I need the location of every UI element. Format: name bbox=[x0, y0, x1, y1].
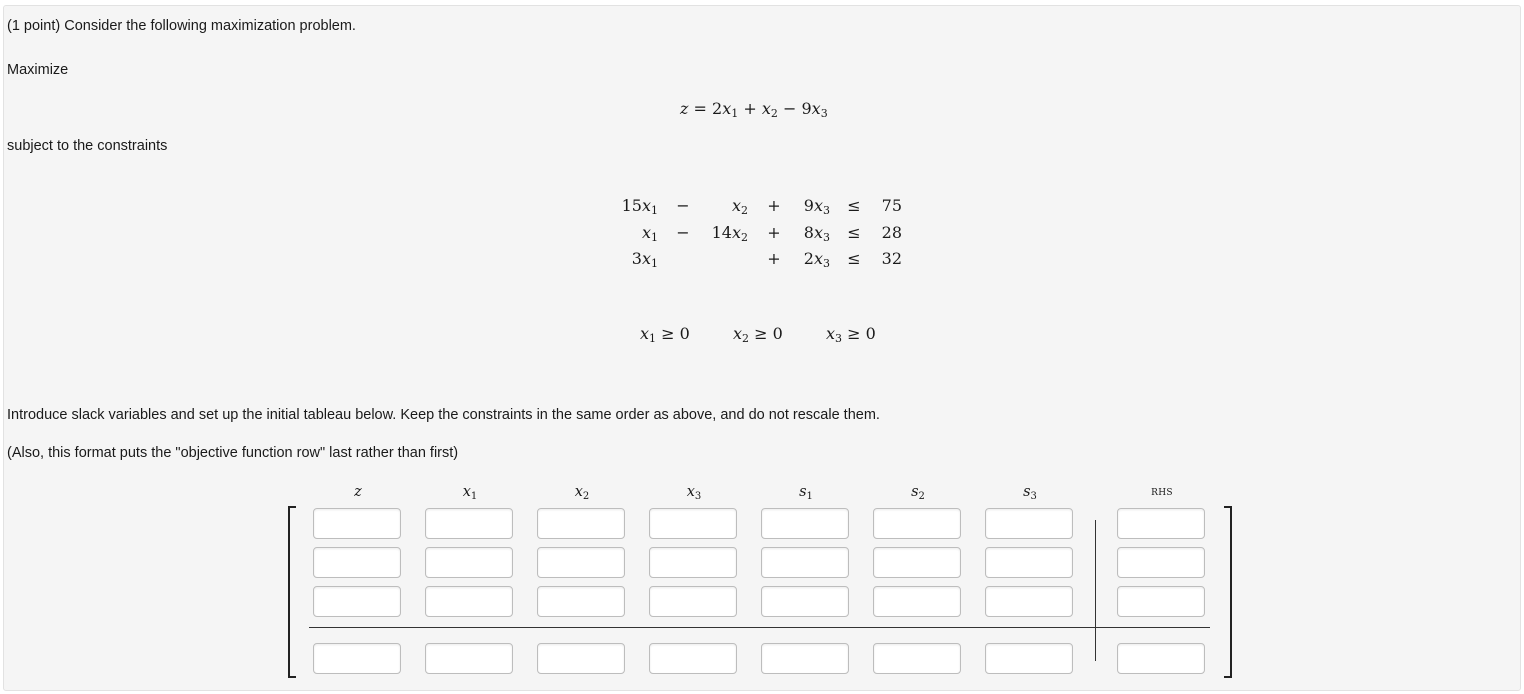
tableau-input-r4-c2[interactable] bbox=[425, 643, 513, 674]
left-bracket bbox=[288, 506, 296, 678]
tableau-input-r3-c3[interactable] bbox=[537, 586, 625, 617]
nonneg-x2: $x_2 \ge 0$ bbox=[733, 324, 783, 345]
tableau-input-r2-c8[interactable] bbox=[1117, 547, 1205, 578]
tableau-input-r3-c7[interactable] bbox=[985, 586, 1073, 617]
constraint-2-op-2: − bbox=[676, 223, 690, 242]
constraint-1-term-3: $9x_3$ bbox=[803, 196, 830, 217]
constraint-1-term-2: $x_2$ bbox=[731, 196, 748, 217]
constraint-2-op-3: + bbox=[767, 223, 781, 242]
header-s1: $s_1$ bbox=[799, 484, 813, 502]
constraint-2-relation: ≤ bbox=[847, 223, 861, 242]
tableau-input-r4-c5[interactable] bbox=[761, 643, 849, 674]
constraint-1-op-3: + bbox=[767, 196, 781, 215]
constraint-3-op-3: + bbox=[767, 249, 781, 268]
tableau-input-r3-c4[interactable] bbox=[649, 586, 737, 617]
rhs-divider bbox=[1095, 520, 1096, 661]
tableau-input-r1-c1[interactable] bbox=[313, 508, 401, 539]
header-x2: $x_2$ bbox=[574, 484, 590, 502]
constraint-1-term-1: $15x_1$ bbox=[621, 196, 658, 217]
tableau-input-r3-c1[interactable] bbox=[313, 586, 401, 617]
constraint-3-rhs: 32 bbox=[881, 249, 902, 268]
tableau-input-r4-c7[interactable] bbox=[985, 643, 1073, 674]
objective-row-divider bbox=[309, 627, 1210, 628]
tableau-input-r4-c6[interactable] bbox=[873, 643, 961, 674]
tableau-input-r2-c3[interactable] bbox=[537, 547, 625, 578]
constraint-3-term-3: $2x_3$ bbox=[803, 249, 830, 270]
tableau-input-r2-c6[interactable] bbox=[873, 547, 961, 578]
objective-function: $z = 2x_1 + x_2 - 9x_3$ bbox=[680, 99, 828, 120]
constraint-1-rhs: 75 bbox=[881, 196, 902, 215]
maximize-label: Maximize bbox=[7, 62, 69, 78]
header-rhs: RHS bbox=[1151, 488, 1173, 498]
format-note: (Also, this format puts the "objective function row" last rather than first) bbox=[7, 445, 459, 461]
header-s3: $s_3$ bbox=[1023, 484, 1037, 502]
constraint-1-relation: ≤ bbox=[847, 196, 861, 215]
tableau-input-r3-c5[interactable] bbox=[761, 586, 849, 617]
constraint-2-term-2: $14x_2$ bbox=[711, 223, 748, 244]
tableau-input-r3-c8[interactable] bbox=[1117, 586, 1205, 617]
nonneg-x1: $x_1 \ge 0$ bbox=[640, 324, 690, 345]
tableau-input-r1-c5[interactable] bbox=[761, 508, 849, 539]
tableau-input-r1-c8[interactable] bbox=[1117, 508, 1205, 539]
constraint-3-term-1: $3x_1$ bbox=[631, 249, 658, 270]
tableau-input-r1-c2[interactable] bbox=[425, 508, 513, 539]
tableau-input-r2-c5[interactable] bbox=[761, 547, 849, 578]
tableau-input-r1-c4[interactable] bbox=[649, 508, 737, 539]
tableau-input-r4-c4[interactable] bbox=[649, 643, 737, 674]
header-z: z bbox=[354, 484, 362, 500]
instruction-text: Introduce slack variables and set up the initial tableau below. Keep the constraints in the same order as above, and do not rescale them. bbox=[7, 407, 880, 423]
tableau-input-r1-c7[interactable] bbox=[985, 508, 1073, 539]
tableau-input-r4-c1[interactable] bbox=[313, 643, 401, 674]
problem-intro: (1 point) Consider the following maximization problem. bbox=[7, 18, 356, 34]
header-s2: $s_2$ bbox=[911, 484, 925, 502]
tableau-input-r4-c3[interactable] bbox=[537, 643, 625, 674]
constraint-2-rhs: 28 bbox=[881, 223, 902, 242]
constraint-1-op-2: − bbox=[676, 196, 690, 215]
nonneg-x3: $x_3 \ge 0$ bbox=[826, 324, 876, 345]
tableau-input-r2-c7[interactable] bbox=[985, 547, 1073, 578]
tableau-input-r2-c4[interactable] bbox=[649, 547, 737, 578]
tableau-input-r4-c8[interactable] bbox=[1117, 643, 1205, 674]
tableau-input-r3-c2[interactable] bbox=[425, 586, 513, 617]
tableau-input-r2-c1[interactable] bbox=[313, 547, 401, 578]
constraint-3-relation: ≤ bbox=[847, 249, 861, 268]
header-x1: $x_1$ bbox=[462, 484, 478, 502]
tableau-input-r1-c6[interactable] bbox=[873, 508, 961, 539]
tableau-input-r2-c2[interactable] bbox=[425, 547, 513, 578]
tableau-input-r1-c3[interactable] bbox=[537, 508, 625, 539]
constraint-2-term-3: $8x_3$ bbox=[803, 223, 830, 244]
subject-to-label: subject to the constraints bbox=[7, 138, 168, 154]
header-x3: $x_3$ bbox=[686, 484, 702, 502]
right-bracket bbox=[1224, 506, 1232, 678]
constraint-2-term-1: $x_1$ bbox=[641, 223, 658, 244]
tableau-input-r3-c6[interactable] bbox=[873, 586, 961, 617]
